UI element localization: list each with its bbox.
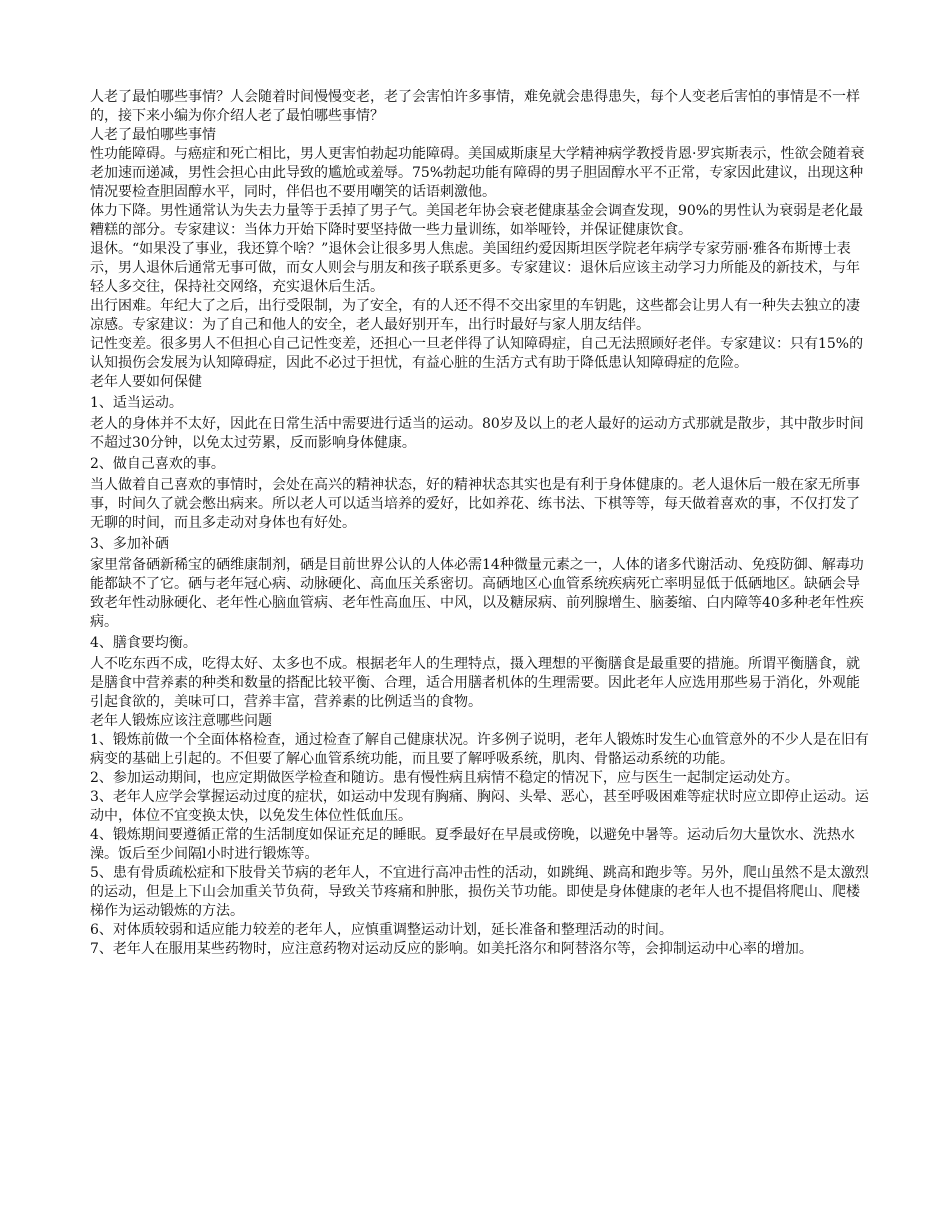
healthcare-item-text: 人不吃东西不成，吃得太好、太多也不成。根据老年人的生理特点，摄入理想的平衡膳食是最重要的措施。所谓平衡膳食，就是膳食中营养素的种类和数量的搭配比较平衡、合理，适合用膳者机体的生理需要。因此老年人应选用那些易于消化，外观能引起食欲的，美味可口，营养丰富，营养素的比例适当的食物。 (90, 656, 860, 710)
document-page (90, 88, 870, 959)
fear-paragraph-retirement: 退休。“如果没了事业，我还算个啥？”退休会让很多男人焦虑。美国纽约爱因斯坦医学院老年病学专家劳丽·雅各布斯博士表示，男人退休后通常无事可做，而女人则会与朋友和孩子联系更多。专家建议：退休后应该主动学习力所能及的新技术，与年轻人多交往，保持社交网络，充实退休后生活。 (90, 241, 860, 295)
healthcare-item-text: 老人的身体并不太好，因此在日常生活中需要进行适当的运动。80岁及以上的老人最好的运动方式那就是散步，其中散步时间不超过30分钟，以免太过劳累，反而影响身体健康。 (90, 416, 864, 451)
exercise-item: 3、老年人应学会掌握运动过度的症状，如运动中发现有胸痛、胸闷、头晕、恶心，甚至呼吸困难等症状时应立即停止运动。运动中，体位不宜变换太快，以免发生体位性低血压。 (90, 789, 869, 824)
fear-paragraph-memory: 记性变差。很多男人不但担心自己记性变差，还担心一旦老伴得了认知障碍症，自己无法照顾好老伴。专家建议：只有15%的认知损伤会发展为认知障碍症，因此不必过于担忧，有益心脏的生活方式有助于降低患认知障碍症的危险。 (90, 336, 864, 371)
healthcare-item-label: 4、膳食要均衡。 (90, 635, 197, 651)
fear-paragraph-travel: 出行困难。年纪大了之后，出行受限制，为了安全，有的人还不得不交出家里的车钥匙，这些都会让男人有一种失去独立的凄凉感。专家建议：为了自己和他人的安全，老人最好别开车，出行时最好与家人朋友结伴。 (90, 298, 860, 333)
fear-paragraph-strength: 体力下降。男性通常认为失去力量等于丢掉了男子气。美国老年协会衰老健康基金会调查发现，90%的男性认为衰弱是老化最糟糕的部分。专家建议：当体力开始下降时要坚持做一些力量训练，如举哑铃，并保证健康饮食。 (90, 203, 864, 238)
healthcare-item-text: 家里常备硒新稀宝的硒维康制剂，硒是目前世界公认的人体必需14种微量元素之一，人体的诸多代谢活动、免疫防御、解毒功能都缺不了它。硒与老年冠心病、动脉硬化、高血压关系密切。高硒地区心血管系统疾病死亡率明显低于低硒地区。缺硒会导致老年性动脉硬化、老年性心脑血管病、老年性高血压、中风，以及糖尿病、前列腺增生、脑萎缩、白内障等40多种老年性疾病。 (90, 557, 864, 630)
exercise-item: 5、患有骨质疏松症和下肢骨关节病的老年人，不宜进行高冲击性的活动，如跳绳、跳高和跑步等。另外，爬山虽然不是太激烈的运动，但是上下山会加重关节负荷，导致关节疼痛和肿胀，损伤关节功能。即使是身体健康的老年人也不提倡将爬山、爬楼梯作为运动锻炼的方法。 (90, 865, 869, 919)
section-heading-healthcare: 老年人要如何保健 (90, 374, 202, 390)
healthcare-item-text: 当人做着自己喜欢的事情时，会处在高兴的精神状态，好的精神状态其实也是有利于身体健康的。老人退休后一般在家无所事事，时间久了就会憋出病来。所以老人可以适当培养的爱好，比如养花、练书法、下棋等等，每天做着喜欢的事，不仅打发了无聊的时间，而且多走动对身体也有好处。 (90, 477, 860, 531)
exercise-item: 6、对体质较弱和适应能力较差的老年人，应慎重调整运动计划，延长准备和整理活动的时间。 (90, 922, 673, 938)
intro-paragraph: 人老了最怕哪些事情？人会随着时间慢慢变老，老了会害怕许多事情，难免就会患得患失，每个人变老后害怕的事情是不一样的，接下来小编为你介绍人老了最怕哪些事情？ (90, 89, 860, 124)
fear-paragraph-sexual-function: 性功能障碍。与癌症和死亡相比，男人更害怕勃起功能障碍。美国威斯康星大学精神病学教授肯恩·罗宾斯表示，性欲会随着衰老加速而递减，男性会担心由此导致的尴尬或羞辱。75%勃起功能有障碍的男子胆固醇水平不正常，专家因此建议，出现这种情况要检查胆固醇水平，同时，伴侣也不要用嘲笑的话语刺激他。 (90, 146, 865, 200)
exercise-item: 4、锻炼期间要遵循正常的生活制度如保证充足的睡眠。夏季最好在早晨或傍晚，以避免中暑等。运动后勿大量饮水、洗热水澡。饭后至少间隔l小时进行锻炼等。 (90, 827, 855, 862)
healthcare-item-label: 1、适当运动。 (90, 395, 183, 411)
healthcare-item-label: 2、做自己喜欢的事。 (90, 456, 225, 472)
exercise-item: 2、参加运动期间，也应定期做医学检查和随访。患有慢性病且病情不稳定的情况下，应与医生一起制定运动处方。 (90, 770, 799, 786)
healthcare-item-label: 3、多加补硒 (90, 536, 169, 552)
section-heading-fears: 人老了最怕哪些事情 (90, 127, 216, 143)
exercise-item: 7、老年人在服用某些药物时，应注意药物对运动反应的影响。如美托洛尔和阿替洛尔等，会抑制运动中心率的增加。 (90, 941, 813, 957)
section-heading-exercise: 老年人锻炼应该注意哪些问题 (90, 713, 272, 729)
exercise-item: 1、锻炼前做一个全面体格检查，通过检查了解自己健康状况。许多例子说明，老年人锻炼时发生心血管意外的不少人是在旧有病变的基础上引起的。不但要了解心血管系统功能，而且要了解呼吸系统，肌肉、骨骼运动系统的功能。 (90, 732, 869, 767)
